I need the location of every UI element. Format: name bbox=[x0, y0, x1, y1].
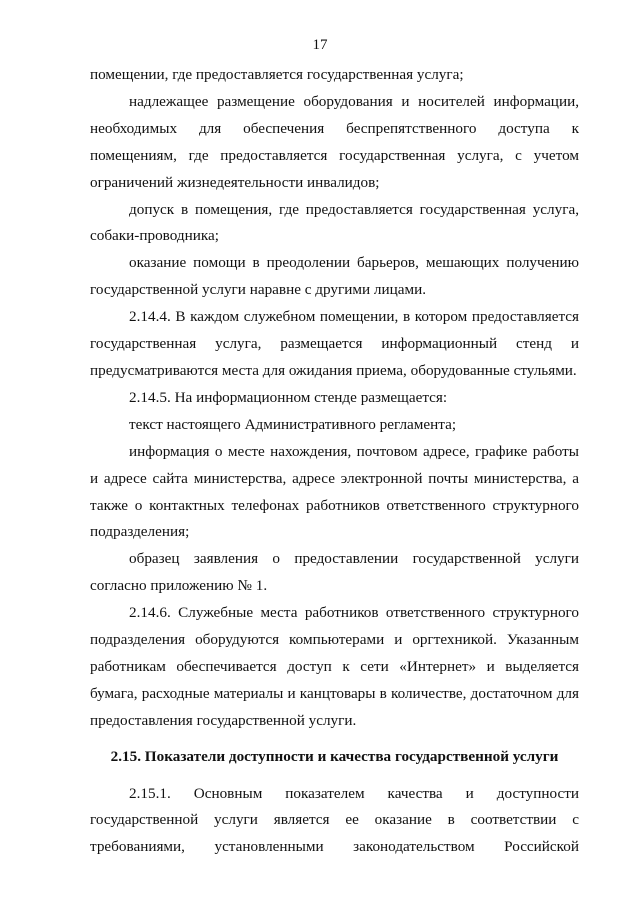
paragraph-guide-dog-access: допуск в помещения, где предоставляется государственная услуга, собаки-проводника; bbox=[90, 200, 579, 245]
page-number: 17 bbox=[312, 37, 328, 53]
paragraph-continuation: помещении, где предоставляется государственная услуга; bbox=[90, 66, 464, 83]
paragraph-2-14-6: 2.14.6. Служебные места работников ответственного структурного подразделения оборудуются компьютерами и оргтехникой. Указанным работникам обеспечивается доступ к сети «Интернет» и выделяется бумага, расходные материалы и канцтовары в количестве, достаточном для предоставления государственной услуги. bbox=[90, 604, 579, 729]
paragraph-regulation-text: текст настоящего Административного регламента; bbox=[129, 415, 457, 433]
paragraph-location-info: информация о месте нахождения, почтовом адресе, графике работы и адресе сайта министерства, адресе электронной почты министерства, а также о контактных телефонах работников ответственного структурного подразделения; bbox=[90, 442, 579, 541]
paragraph-2-14-4: 2.14.4. В каждом служебном помещении, в котором предоставляется государственная услуга, размещается информационный стенд и предусматриваются места для ожидания приема, оборудованные стульями. bbox=[90, 308, 579, 379]
paragraph-equipment-placement: надлежащее размещение оборудования и носителей информации, необходимых для обеспечения беспрепятственного доступа к помещениям, где предоставляется государственная услуга, с учетом ограничений жизнедеятельности инвалидов; bbox=[90, 92, 579, 191]
paragraph-application-sample: образец заявления о предоставлении государственной услуги согласно приложению № 1. bbox=[90, 550, 579, 595]
paragraph-2-14-5: 2.14.5. На информационном стенде размещается: bbox=[129, 388, 448, 406]
section-heading-2-15: 2.15. Показатели доступности и качества государственной услуги bbox=[110, 747, 559, 765]
paragraph-barrier-assistance: оказание помощи в преодолении барьеров, мешающих получению государственной услуги наравне с другими лицами. bbox=[90, 254, 579, 299]
paragraph-2-15-1: 2.15.1. Основным показателем качества и доступности государственной услуги является ее оказание в соответствии с требованиями, установленными законодательством Российской bbox=[90, 784, 579, 856]
document-body bbox=[90, 62, 579, 861]
